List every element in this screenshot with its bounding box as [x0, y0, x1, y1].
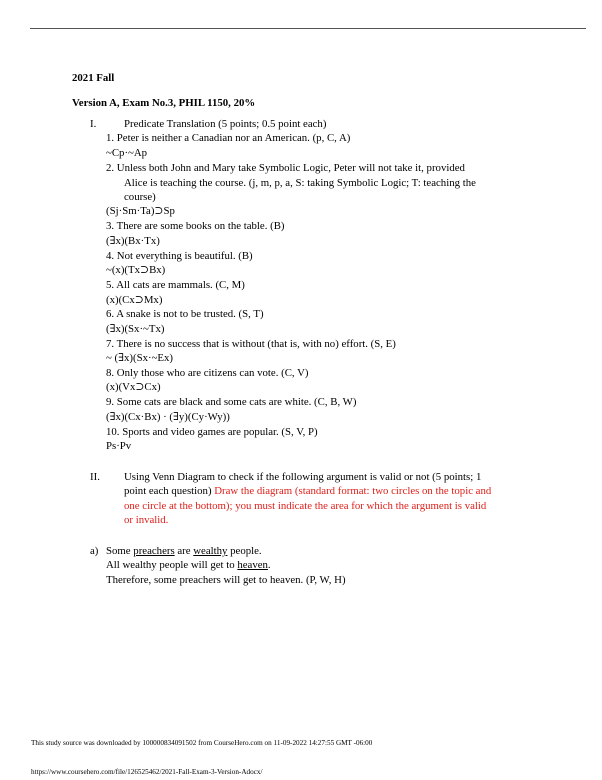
- premise-1: Some preachers are wealthy people.: [106, 545, 262, 557]
- answer-1: ~Cp·~Ap: [106, 147, 148, 159]
- section-2-line2: [124, 484, 491, 498]
- question-2-line2: Alice is teaching the course. (j, m, p, a, S: taking Symbolic Logic; T: teaching the: [124, 177, 476, 189]
- question-2-line3: course): [124, 191, 156, 203]
- section-2-line1: Using Venn Diagram to check if the following argument is valid or not (5 points; 1: [124, 471, 482, 483]
- question-2-line1: 2. Unless both John and Mary take Symbolic Logic, Peter will not take it, provided: [106, 162, 465, 174]
- top-rule: [30, 28, 586, 29]
- exam-title: Version A, Exam No.3, PHIL 1150, 20%: [72, 97, 256, 109]
- answer-6: (∃x)(Sx·~Tx): [106, 323, 165, 335]
- answer-9: (∃x)(Cx·Bx) · (∃y)(Cy·Wy)): [106, 411, 230, 423]
- question-9: 9. Some cats are black and some cats are white. (C, B, W): [106, 396, 357, 408]
- question-4: 4. Not everything is beautiful. (B): [106, 250, 253, 262]
- section-2-instruction: Draw the diagram (standard format: two circles on the topic and: [214, 485, 492, 497]
- section-numeral: II.: [90, 471, 100, 483]
- source-url-link[interactable]: https://www.coursehero.com/file/126525462/2021-Fall-Exam-3-Version-Adocx/: [31, 768, 263, 776]
- question-6: 6. A snake is not to be trusted. (S, T): [106, 308, 264, 320]
- argument-label: a): [90, 545, 99, 557]
- section-2-instruction-line3: one circle at the bottom); you must indicate the area for which the argument is valid: [124, 500, 487, 512]
- term-heading: 2021 Fall: [72, 72, 115, 84]
- premise-2: All wealthy people will get to heaven.: [106, 559, 271, 571]
- answer-7: ~ (∃x)(Sx·~Ex): [106, 352, 174, 364]
- question-10: 10. Sports and video games are popular. (S, V, P): [106, 426, 318, 438]
- section-2-instruction-line4: or invalid.: [124, 514, 169, 526]
- question-7: 7. There is no success that is without (that is, with no) effort. (S, E): [106, 338, 396, 350]
- section-2-points: point each question): [124, 485, 215, 497]
- answer-3: (∃x)(Bx·Tx): [106, 235, 160, 247]
- question-8: 8. Only those who are citizens can vote. (C, V): [106, 367, 309, 379]
- source-notice: This study source was downloaded by 100000834091502 from CourseHero.com on 11-09-2022 14:27:55 GMT -06:00: [31, 739, 373, 747]
- answer-8: (x)(Vx⊃Cx): [106, 381, 161, 393]
- answer-10: Ps·Pv: [106, 440, 132, 452]
- question-1: 1. Peter is neither a Canadian nor an American. (p, C, A): [106, 132, 351, 144]
- answer-4: ~(x)(Tx⊃Bx): [106, 264, 166, 276]
- section-numeral: I.: [90, 118, 97, 130]
- question-5: 5. All cats are mammals. (C, M): [106, 279, 245, 291]
- conclusion: Therefore, some preachers will get to heaven. (P, W, H): [106, 574, 346, 586]
- question-3: 3. There are some books on the table. (B): [106, 220, 285, 232]
- answer-2: (Sj·Sm·Ta)⊃Sp: [106, 205, 175, 217]
- section-heading: Predicate Translation (5 points; 0.5 point each): [124, 118, 327, 130]
- answer-5: (x)(Cx⊃Mx): [106, 294, 163, 306]
